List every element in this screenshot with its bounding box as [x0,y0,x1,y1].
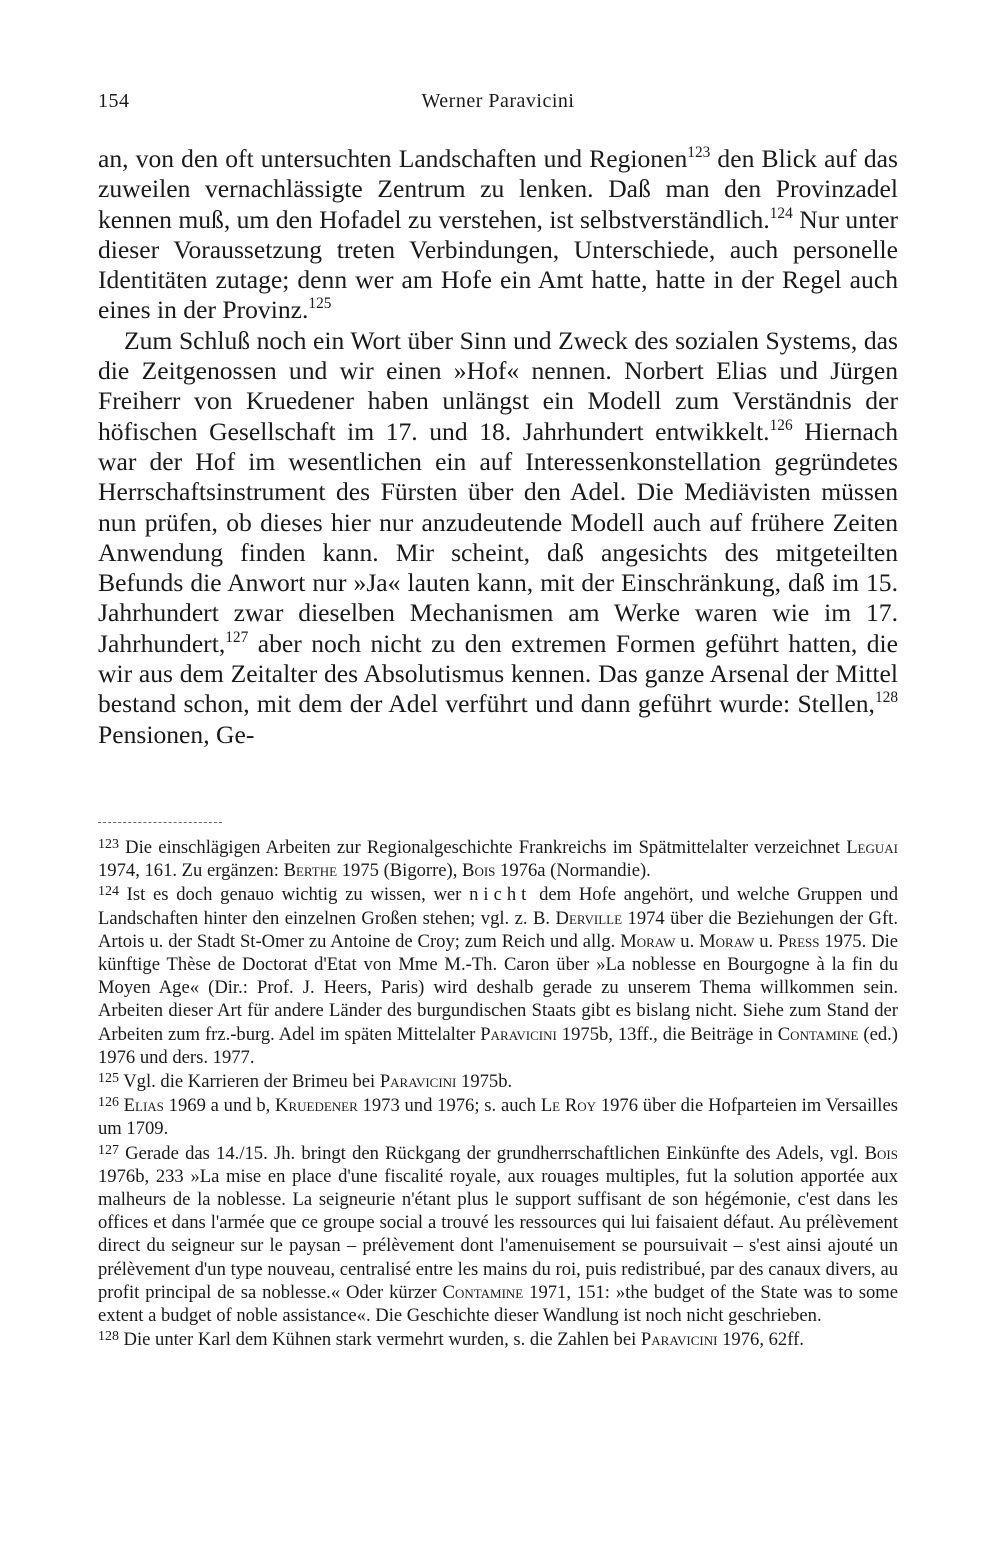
footnote-126 [98,1094,898,1140]
author-name: Elias [118,1095,164,1117]
text-span: Ist es doch genauo wichtig zu wissen, wer [118,884,470,906]
text-span: 1975. Die künftige Thèse de Doctorat d'Etat von Mme M.-Th. Caron über »La noblesse en Bourgogne à la fin du Moyen Age« (Dir.: Prof. J. Heers, Paris) wird deshalb gerade zu unserem Thema willkommen sein. Arbeiten dieser Art für andere Länder des burgundischen Staats gibt es bislang nicht. Siehe zum Stand der Arbeiten zum frz.-burg. Adel im späten Mittelalter [98,930,898,1045]
text-span: 1975b. [456,1071,513,1093]
text-span: 1976b, 233 »La mise en place d'une fiscalité royale, aux rouages multiples, fut la solution apportée aux malheurs de la noblesse. La seigneurie n'étant plus le support suffisant de son hégémonie, c'est dans les offices et dans l'armée que ce groupe social a trouvé les ressources qui lui faisaient défaut. Au prélèvement direct du seigneur sur le paysan – prélèvement dont l'amenuisement se poursuivait – s'est ainsi ajouté un prélèvement d'un type nouveau, centralisé entre les mains du roi, puis redistribué, par des canaux divers, au profit principal de sa noblesse.« Oder kürzer [98,1165,898,1303]
footnote-number: 124 [98,884,119,900]
text-span: Pensionen, Ge- [98,719,255,749]
author-name: Le Roy [540,1095,597,1117]
footnotes [98,836,898,1351]
author-name: Paravicini [379,1071,457,1093]
page-number: 154 [98,90,130,112]
text-span: 1975b, 13ff., die Beiträge in [556,1023,778,1045]
footnote-128 [98,1328,898,1351]
footnote-ref: 124 [769,204,793,222]
author-name: Contamine [777,1023,859,1045]
running-head: Werner Paravicini [421,90,575,112]
text-span: aber noch nicht zu den extremen Formen geführt hatten, die wir aus dem Zeitalter des Absolutismus kennen. Das ganze Arsenal der Mittel bestand schon, mit dem der Adel verführt und dann geführt wurde: Stellen, [98,628,898,719]
author-name: Berthe [283,860,338,882]
footnote-number: 125 [98,1071,119,1087]
author-name: Paravicini [480,1023,557,1045]
author-name: Contamine [442,1281,524,1303]
text-span: 1976a (Normandie). [495,860,651,882]
author-name: Kruedener [275,1095,358,1117]
author-name: Derville [555,907,623,929]
text-span: (ed.) 1976 und ders. 1977. [98,1023,898,1068]
text-span: 1974, 161. Zu ergänzen: [98,860,284,882]
text-span: 1976 über die Hofparteien im Versailles um 1709. [98,1095,898,1140]
text-span: Hiernach war der Hof im wesentlichen ein auf Interessenkonstellation gegründetes Herrschaftsinstrument des Fürsten über den Adel. Die Mediävisten müssen nun prüfen, ob dieses hier nur anzudeutende Modell auch auf frühere Zeiten Anwendung finden kann. Mir scheint, daß angesichts des mitgeteilten Befunds die Anwort nur »Ja« lauten kann, mit der Einschränkung, daß im 15. Jahrhundert zwar dieselben Mechanismen am Werke waren wie im 17. Jahrhundert, [98,416,898,658]
page-header [98,90,898,120]
footnote-number: 127 [98,1142,119,1158]
text-span: Nur unter dieser Voraussetzung treten Verbindungen, Unterschiede, auch personelle Identitäten zutage; denn wer am Hofe ein Amt hatte, hatte in der Regel auch eines in der Provinz. [98,204,899,325]
paragraph-2 [98,326,898,750]
footnote-number: 126 [98,1095,119,1111]
text-span: Vgl. die Karrieren der Brimeu bei [118,1071,380,1093]
text-span: 1975 (Bigorre), [337,860,463,882]
text-span: 1976, 62ff. [717,1329,804,1351]
text-span: 1973 und 1976; s. auch [357,1095,541,1117]
footnote-ref: 126 [769,416,793,434]
author-name: Press [778,930,820,952]
author-name: Moraw [699,930,755,952]
text-span: Die einschlägigen Arbeiten zur Regionalgeschichte Frankreichs im Spätmittelalter verzeichnet [118,837,847,858]
text-span: Zum Schluß noch ein Wort über Sinn und Zweck des sozialen Systems, das die Zeitgenossen und wir einen »Hof« nennen. Norbert Elias und Jürgen Freiherr von Kruedener haben unlängst ein Modell zum Verständnis der höfischen Gesellschaft im 17. und 18. Jahrhundert entwikkelt. [98,325,898,446]
author-name: Moraw [620,930,676,952]
footnote-separator [98,822,222,823]
paragraph-1 [98,144,898,326]
footnote-ref: 127 [225,628,249,646]
author-name: Leguai [846,837,898,858]
footnote-124 [98,883,898,1069]
text-span: Die unter Karl dem Kühnen stark vermehrt wurden, s. die Zahlen bei [118,1329,641,1351]
text-span: 1971, 151: »the budget of the State was to some extent a budget of noble assistance«. Die Geschichte dieser Wandlung ist noch nicht geschrieben. [98,1281,898,1327]
footnote-125 [98,1070,898,1093]
footnote-127 [98,1142,898,1328]
emphasis: nicht [469,884,532,906]
footnote-ref: 128 [874,689,898,707]
text-span: u. [675,930,700,952]
text-span: 1974 über die Beziehungen der Gft. Artois u. der Stadt St-Omer zu Antoine de Croy; zum Reich und allg. [98,907,898,952]
author-name: Bois [462,860,496,882]
text-span: an, von den oft untersuchten Landschaften und Regionen [98,144,688,173]
text-span: u. [754,930,779,952]
footnote-number: 123 [98,837,119,853]
text-span: Gerade das 14./15. Jh. bringt den Rückgang der grundherrschaftlichen Einkünfte des Adels, vgl. [118,1142,865,1164]
author-name: Bois [864,1142,898,1164]
footnote-ref: 123 [687,144,711,162]
text-span: 1969 a und b, [163,1095,276,1117]
footnote-number: 128 [98,1329,119,1345]
author-name: Paravicini [640,1329,718,1351]
footnote-ref: 125 [308,295,332,313]
text-span: dem Hofe angehört, und welche Gruppen und Landschaften hinter den einzelnen Großen stehen; vgl. z. B. [98,884,898,929]
body-text [98,144,898,750]
footnote-123 [98,836,898,882]
text-span: den Blick auf das zuweilen vernachlässigte Zentrum zu lenken. Daß man den Provinzadel kennen muß, um den Hofadel zu verstehen, ist selbstverständlich. [98,144,898,234]
